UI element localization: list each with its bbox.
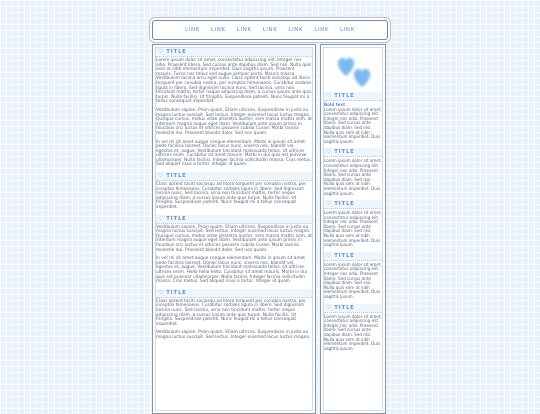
side-paragraph: Lorem ipsum dolor sit amet, consectetur adipiscing elit. Integer nec odio. Praesent libero. Sed cursus ante dapibus diam. Sed nisi. Nulla quis sem at nibh elementum imperdiet. Duis sagittis ipsum. <box>324 210 382 248</box>
section-title: TITLE <box>166 173 187 180</box>
side-title: TITLE <box>334 252 355 259</box>
section-heading <box>156 48 312 57</box>
nav-link-2[interactable]: LINK <box>210 27 226 33</box>
paragraph: Vestibulum sapien. Proin quam. Etiam ultrices. Suspendisse in justo eu magna luctus suscipit. Sed lectus. Integer euismod lacus luctus magna. <box>156 330 311 340</box>
section-heading <box>156 215 312 224</box>
heart-bullet-icon: ♡ <box>326 200 332 208</box>
paragraph: In vel mi sit amet augue congue elementum. Morbi in ipsum sit amet pede facilisis laoreet. Donec lacus nunc, viverra nec, blandit vel, egestas et, augue. Vestibulum tincidunt malesuada tellus. Ut ultrices ultrices enim. Curabitur sit amet mauris. Morbi in dui quis est pulvinar ullamcorper. Nulla facilisi. Integer lacinia sollicitudin massa. Cras metus. Sed aliquet risus a tortor. Integer id quam. <box>156 139 312 168</box>
section-heading <box>156 289 312 298</box>
side-heading <box>324 252 382 261</box>
sidebar <box>320 44 386 414</box>
heart-bullet-icon: ♡ <box>158 214 164 222</box>
paragraph: Lorem ipsum dolor sit amet, consectetur adipiscing elit. Integer nec odio. Praesent libero. Sed cursus ante dapibus diam. Sed nisi. Nulla quis sem at nibh elementum imperdiet. Duis sagittis ipsum. Praesent mauris. Fusce nec tellus sed augue semper porta. Mauris massa. Vestibulum lacinia arcu eget nulla. Class aptent taciti sociosqu ad litora torquent per conubia nostra, per inceptos himenaeos. Curabitur sodales ligula in libero. Sed dignissim lacinia nunc. Sed lacinia, urna non tincidunt mattis, tortor neque adipiscing diam, a cursus ipsum ante quis turpis. Nulla facilisi. Ut fringilla. Suspendisse potenti. Nunc feugiat mi a tellus consequat imperdiet. <box>156 58 312 105</box>
side-title: TITLE <box>334 201 355 208</box>
section-title: TITLE <box>166 49 187 55</box>
side-paragraph: Lorem ipsum dolor sit amet, consectetur adipiscing elit. Integer nec odio. Praesent libero. Sed cursus ante dapibus diam. Sed nisi. Nulla quis sem at nibh elementum imperdiet. Duis sagittis ipsum. <box>324 313 382 351</box>
paragraph: Class aptent taciti sociosqu ad litora torquent per conubia nostra, per inceptos himenaeos. Curabitur sodales ligula in libero. Sed dignissim lacinia nunc. Sed lacinia, urna non tincidunt mattis, tortor neque adipiscing diam, a cursus ipsum ante quis turpis. Nulla facilisi. Ut fringilla. Suspendisse potenti. Nunc feugiat mi a tellus consequat imperdiet. <box>156 182 306 211</box>
nav-link-5[interactable]: LINK <box>288 27 304 33</box>
side-paragraph: Lorem ipsum dolor sit amet, consectetur adipiscing elit. Integer nec odio. Praesent libero. Sed cursus ante dapibus diam. Sed nisi. Nulla quis sem at nibh elementum imperdiet. Duis sagittis ipsum. <box>324 261 382 299</box>
side-title: TITLE <box>334 304 355 311</box>
heart-bullet-icon: ♡ <box>158 288 164 296</box>
side-paragraph: Lorem ipsum dolor sit amet, consectetur adipiscing elit. Integer nec odio. Praesent libero. Sed cursus ante dapibus diam. Sed nisi. Nulla quis sem at nibh elementum imperdiet. Duis sagittis ipsum. <box>324 158 382 196</box>
heart-bullet-icon: ♡ <box>158 48 164 55</box>
side-title: TITLE <box>334 93 355 99</box>
nav-link-3[interactable]: LINK <box>236 27 252 33</box>
main-content <box>152 44 316 414</box>
hearts-icon <box>324 48 382 90</box>
side-text: Lorem ipsum dolor sit amet, consectetur adipiscing elit. Integer nec odio. Praesent libero. Sed cursus ante dapibus diam. Sed nisi. Nulla quis sem at nibh elementum imperdiet. Duis sagittis ipsum. <box>324 106 382 144</box>
nav-link-7[interactable]: LINK <box>340 27 355 33</box>
bold-lead: Bold text <box>324 102 346 107</box>
heart-bullet-icon: ♡ <box>158 172 164 180</box>
side-heading <box>324 304 382 313</box>
section-title: TITLE <box>166 215 187 222</box>
paragraph: Vestibulum sapien. Proin quam. Etiam ultrices. Suspendisse in justo eu magna luctus suscipit. Sed lectus. Integer euismod lacus luctus magna. Quisque cursus, metus vitae pharetra auctor, sem massa mattis sem, at interdum magna augue eget diam. Vestibulum ante ipsum primis in faucibus orci luctus et ultrices posuere cubilia Curae; Morbi lacinia molestie dui. Praesent blandit dolor. Sed non quam. <box>156 107 312 136</box>
paragraph: Class aptent taciti sociosqu ad litora torquent per conubia nostra, per inceptos himenaeos. Curabitur sodales ligula in libero. Sed dignissim lacinia nunc. Sed lacinia, urna non tincidunt mattis, tortor neque adipiscing diam, a cursus ipsum ante quis turpis. Nulla facilisi. Ut fringilla. Suspendisse potenti. Nunc feugiat mi a tellus consequat imperdiet. <box>156 298 306 327</box>
section-heading <box>156 172 312 181</box>
side-heading <box>324 92 382 101</box>
paragraph: Vestibulum sapien. Proin quam. Etiam ultrices. Suspendisse in justo eu magna luctus suscipit. Sed lectus. Integer euismod lacus luctus magna. Quisque cursus, metus vitae pharetra auctor, sem massa mattis sem, at interdum magna augue eget diam. Vestibulum ante ipsum primis in faucibus orci luctus et ultrices posuere cubilia Curae; Morbi lacinia molestie dui. Praesent blandit dolor. Sed non quam. <box>156 224 312 253</box>
paragraph: In vel mi sit amet augue congue elementum. Morbi in ipsum sit amet pede facilisis laoreet. Donec lacus nunc, viverra nec, blandit vel, egestas et, augue. Vestibulum tincidunt malesuada tellus. Ut ultrices ultrices enim. Hello hello hello. Curabitur sit amet mauris. Morbi in dui quis est pulvinar ullamcorper. Nulla facilisi. Integer lacinia sollicitudin massa. Cras metus. Sed aliquet risus a tortor. Integer id quam. <box>156 256 308 285</box>
heart-bullet-icon: ♡ <box>326 148 332 156</box>
hearts-graphic <box>334 54 378 90</box>
heart-bullet-icon: ♡ <box>326 303 332 311</box>
side-title: TITLE <box>334 149 355 156</box>
top-nav <box>152 20 388 40</box>
heart-bullet-icon: ♡ <box>326 251 332 259</box>
nav-link-4[interactable]: LINK <box>262 27 278 33</box>
nav-link-1[interactable]: LINK <box>185 27 200 33</box>
side-paragraph <box>324 103 382 144</box>
section-title: TITLE <box>166 289 187 296</box>
heart-bullet-icon: ♡ <box>326 92 332 99</box>
nav-link-6[interactable]: LINK <box>314 27 330 33</box>
side-heading <box>324 200 382 209</box>
side-heading <box>324 148 382 157</box>
